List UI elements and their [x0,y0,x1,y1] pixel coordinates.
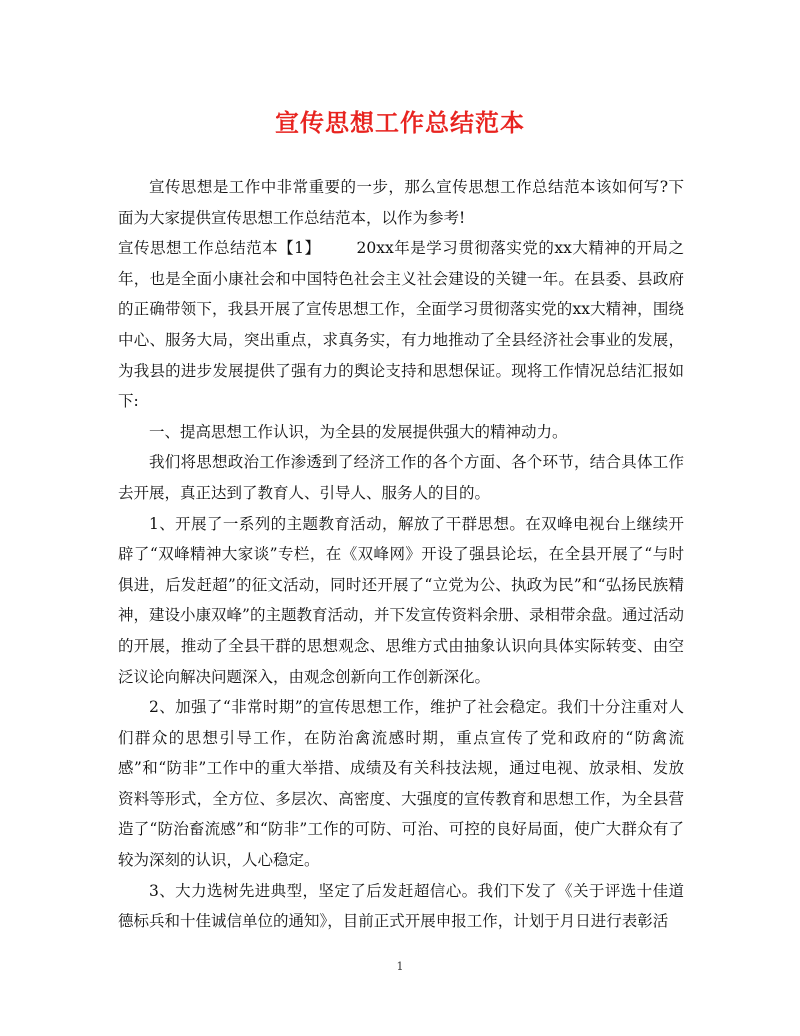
body-paragraph: 1、开展了一系列的主题教育活动，解放了干群思想。在双峰电视台上继续开辟了“双峰精神大家谈”专栏，在《双峰网》开设了强县论坛，在全县开展了“与时俱进，后发赶超”的征文活动，同时还开展了“立党为公、执政为民”和“弘扬民族精神，建设小康双峰”的主题教育活动，并下发宣传资料余册、录相带余盘。通过活动的开展，推动了全县干群的思想观念、思维方式由抽象认识向具体实际转变、由空泛议论向解决问题深入，由观念创新向工作创新深化。 [118,514,684,686]
section-paragraph-1-text: 20xx年是学习贯彻落实党的xx大精神的开局之年，也是全面小康社会和中国特色社会主义社会建设的关键一年。在县委、县政府的正确带领下，我县开展了宣传思想工作，全面学习贯彻落实党的xx大精神，围绕中心、服务大局，突出重点，求真务实，有力地推动了全县经济社会事业的发展，为我县的进步发展提供了强有力的舆论支持和思想保证。现将工作情况总结汇报如下: [118,239,684,411]
page-number: 1 [396,960,404,973]
body-paragraph: 2、加强了“非常时期”的宣传思想工作，维护了社会稳定。我们十分注重对人们群众的思想引导工作，在防治禽流感时期，重点宣传了党和政府的“防禽流感”和“防非”工作中的重大举措、成绩及有关科技法规，通过电视、放录相、发放资料等形式，全方位、多层次、高密度、大强度的宣传教育和思想工作，为全县营造了“防治畜流感”和“防非”工作的可防、可治、可控的良好局面，使广大群众有了较为深刻的认识，人心稳定。 [118,698,684,870]
body-paragraph: 我们将思想政治工作渗透到了经济工作的各个方面、各个环节，结合具体工作去开展，真正达到了教育人、引导人、服务人的目的。 [118,453,684,502]
intro-paragraph: 宣传思想是工作中非常重要的一步，那么宣传思想工作总结范本该如何写?下面为大家提供宣传思想工作总结范本，以作为参考! [118,178,684,227]
heading-paragraph-1: 一、提高思想工作认识，为全县的发展提供强大的精神动力。 [149,422,568,441]
document-title: 宣传思想工作总结范本 [275,108,525,137]
document-body [118,172,684,937]
section-paragraph-1 [118,233,684,417]
body-paragraph: 3、大力选树先进典型，坚定了后发赶超信心。我们下发了《关于评选十佳道德标兵和十佳诚信单位的通知》，目前正式开展申报工作，计划于月日进行表彰活 [118,881,684,931]
section-heading: 宣传思想工作总结范本【1】 [118,239,321,258]
